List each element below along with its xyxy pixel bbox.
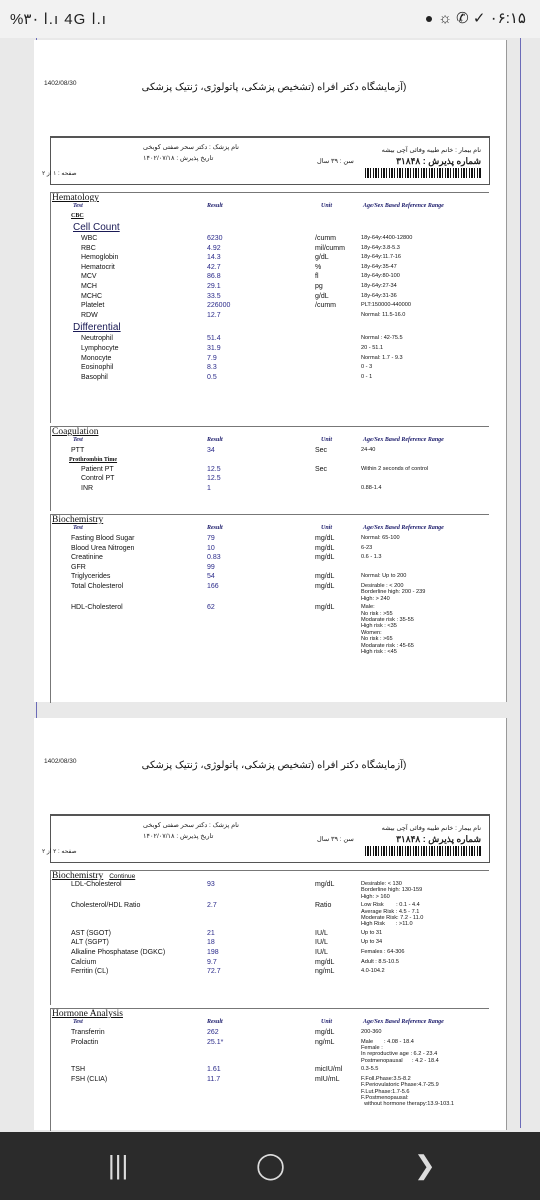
- test-result: 34: [207, 447, 215, 454]
- hormone-section: [50, 1008, 489, 1131]
- test-ref: 0 - 1: [361, 373, 373, 380]
- test-name: Control PT: [81, 475, 115, 483]
- test-ref: 18y-64y:3.8-5.3: [361, 244, 400, 251]
- table-row: [51, 485, 489, 495]
- test-ref: Normal: Up to 200: [361, 573, 407, 580]
- header-ref: Age/Sex Based Reference Range: [363, 437, 444, 443]
- table-row: [51, 312, 489, 322]
- test-unit: mg/dL: [315, 582, 335, 590]
- test-name: Hematocrit: [81, 263, 115, 271]
- cell-count-label: Cell Count: [73, 222, 120, 233]
- table-row: [51, 345, 489, 355]
- prothrombin-label: Prothrombin Time: [69, 456, 118, 463]
- test-ref: 18y-64y:11.7-16: [361, 254, 402, 261]
- biochemistry-continue-section: [50, 870, 489, 1005]
- barcode: [365, 846, 481, 856]
- test-unit: ng/mL: [315, 1038, 335, 1046]
- clock: ۰۶:۱۵: [489, 10, 526, 27]
- test-name: Patient PT: [81, 465, 114, 473]
- test-result: 7.9: [207, 354, 217, 362]
- header-test: Test: [73, 203, 83, 209]
- page-number: صفحه : ۲ از ۲: [42, 849, 77, 855]
- test-name: Eosinophil: [81, 364, 114, 372]
- barcode: [365, 168, 481, 178]
- test-result: 10: [207, 544, 215, 552]
- test-ref: Within 2 seconds of control: [361, 465, 429, 472]
- test-name: Prolactin: [71, 1038, 99, 1046]
- home-button[interactable]: ◯: [256, 1150, 286, 1180]
- header-result: Result: [207, 437, 223, 443]
- test-unit: g/dL: [315, 254, 329, 262]
- test-name: Blood Urea Nitrogen: [71, 544, 135, 552]
- test-ref: Desirable : < 200 Borderline high: 200 - 239 High: > 240: [361, 582, 426, 602]
- test-unit: fl: [315, 273, 319, 281]
- table-row: [51, 968, 489, 978]
- header-result: Result: [207, 1019, 223, 1025]
- test-result: 25.1*: [207, 1038, 224, 1046]
- column-headers: [51, 437, 489, 447]
- test-result: 72.7: [207, 968, 221, 976]
- test-ref: Normal: 1.7 - 9.3: [361, 354, 403, 361]
- doctor-name: نام پزشک : دکتر سحر صفتی کوبخی: [143, 144, 239, 151]
- test-ref: Desirable: < 130 Borderline high: 130-159 High: > 160: [361, 881, 423, 900]
- test-result: 0.83: [207, 554, 221, 562]
- patient-info-box: [50, 136, 490, 185]
- test-ref: 18y-64y:80-100: [361, 273, 400, 280]
- test-result: 14.3: [207, 254, 221, 262]
- table-row: [51, 902, 489, 930]
- test-ref: Male: No risk : >55 Modarate risk : 35-55 High risk : <35 Women: No risk : >65 Modarate risk : 45-65 High risk : <45: [361, 604, 414, 655]
- test-result: 54: [207, 573, 215, 581]
- table-row: [51, 939, 489, 949]
- admission-no: شماره پذیرش : ۳۱۸۴۸: [396, 156, 481, 166]
- section-title: [51, 871, 489, 881]
- test-result: 62: [207, 604, 215, 612]
- test-result: 9.7: [207, 958, 217, 966]
- test-ref: Low Risk : 0.1 - 4.4 Average Risk : 4.5 - 7.1 Moderate Risk: 7.2 - 11.0 High Risk : >11.0: [361, 902, 424, 928]
- test-unit: IU/L: [315, 948, 328, 956]
- test-name: Transferrin: [71, 1029, 105, 1036]
- table-row: [51, 475, 489, 485]
- test-name: MCV: [81, 273, 97, 281]
- test-unit: mg/dL: [315, 881, 335, 888]
- section-title-text: Biochemistry: [52, 871, 104, 881]
- test-result: 198: [207, 948, 219, 956]
- header-unit: Unit: [321, 203, 333, 209]
- test-ref: 0.6 - 1.3: [361, 554, 382, 561]
- test-name: Neutrophil: [81, 335, 113, 343]
- test-unit: mg/dL: [315, 535, 335, 542]
- test-ref: 200-360: [361, 1029, 382, 1035]
- test-ref: 24-40: [361, 447, 376, 453]
- header-unit: Unit: [321, 525, 333, 531]
- test-result: 99: [207, 563, 215, 571]
- admission-date: تاریخ پذیرش : ۱۴۰۲/۰۷/۱۸: [143, 833, 214, 840]
- cbc-label: CBC: [71, 213, 84, 219]
- test-unit: g/dL: [315, 292, 329, 300]
- test-ref: Up to 31: [361, 929, 383, 936]
- test-unit: mIU/mL: [315, 1075, 340, 1083]
- table-row: [51, 959, 489, 969]
- test-ref: F.Foll.Phase:3.5-8.2 F.Periovulatoric Phase:4.7-25.9 F.Lut.Phase:1.7-5.6 F.Postmenopausal: without hormone therapy:13.9-103.1: [361, 1075, 454, 1108]
- test-unit: Sec: [315, 465, 328, 473]
- test-name: Total Cholesterol: [71, 582, 124, 590]
- status-left: %۳۰ ⅼ.ı 4G ⅼ.ı: [10, 11, 107, 28]
- table-row: [51, 447, 489, 457]
- table-row: [51, 364, 489, 374]
- hematology-section: [50, 192, 489, 423]
- patient-age: سن : ۳۹ سال: [317, 158, 354, 165]
- test-result: 12.7: [207, 311, 221, 319]
- test-unit: pg: [315, 282, 323, 290]
- test-name: Alkaline Phosphatase (DGKC): [71, 948, 166, 956]
- test-unit: mil/cumm: [315, 244, 345, 252]
- differential-rows: [51, 335, 489, 383]
- continue-label: Continue: [109, 873, 136, 880]
- test-unit: /cumm: [315, 302, 336, 310]
- header-result: Result: [207, 525, 223, 531]
- test-ref: 0 - 3: [361, 364, 373, 371]
- report-page-1: [34, 40, 507, 702]
- table-row: [51, 302, 489, 312]
- page-number: صفحه : ۱ از ۲: [42, 171, 77, 177]
- test-result: 11.7: [207, 1075, 221, 1083]
- test-unit: IU/L: [315, 929, 328, 937]
- report-date: 1402/08/30: [44, 758, 77, 765]
- test-name: RDW: [81, 311, 98, 319]
- test-result: 51.4: [207, 335, 221, 343]
- test-unit: mg/dL: [315, 573, 335, 581]
- test-result: 1: [207, 484, 211, 492]
- biochemistry-section: [50, 514, 489, 703]
- test-unit: micIU/ml: [315, 1066, 343, 1074]
- test-ref: Females : 64-306: [361, 948, 405, 955]
- test-ref: 6-23: [361, 544, 373, 551]
- test-result: 1.61: [207, 1066, 221, 1074]
- header-unit: Unit: [321, 1019, 333, 1025]
- test-name: RBC: [81, 244, 96, 252]
- test-name: MCH: [81, 282, 97, 290]
- lab-title: (آزمایشگاه دکتر افراه (تشخیص پزشکی، پاتولوژی، ژنتیک پزشکی: [141, 760, 407, 771]
- test-name: Triglycerides: [71, 573, 111, 581]
- table-row: [51, 1066, 489, 1076]
- hematology-rows: [51, 235, 489, 321]
- test-result: 79: [207, 535, 215, 542]
- test-unit: Sec: [315, 447, 328, 454]
- column-headers: [51, 525, 489, 535]
- test-unit: Ratio: [315, 902, 332, 910]
- test-unit: mg/dL: [315, 554, 335, 562]
- hormone-rows: [51, 1029, 489, 1110]
- table-row: [51, 535, 489, 545]
- test-result: 21: [207, 929, 215, 937]
- table-row: [51, 245, 489, 255]
- admission-no: شماره پذیرش : ۳۱۸۴۸: [396, 834, 481, 844]
- test-name: WBC: [81, 235, 98, 242]
- report-page-2: [34, 718, 507, 1130]
- test-ref: 18y-64y:27-34: [361, 282, 397, 289]
- test-ref: Up to 34: [361, 939, 383, 946]
- test-name: PTT: [71, 447, 85, 454]
- differential-label: Differential: [73, 322, 121, 334]
- test-result: 262: [207, 1029, 219, 1036]
- header-ref: Age/Sex Based Reference Range: [363, 203, 444, 209]
- test-name: Basophil: [81, 373, 108, 381]
- test-result: 12.5: [207, 475, 221, 483]
- test-name: INR: [81, 484, 94, 492]
- table-row: [51, 1076, 489, 1110]
- table-row: [51, 466, 489, 476]
- back-button[interactable]: ❯: [414, 1150, 436, 1180]
- test-name: Monocyte: [81, 354, 112, 362]
- table-row: [51, 545, 489, 555]
- recents-button[interactable]: |||: [108, 1150, 129, 1180]
- header-test: Test: [73, 437, 83, 443]
- test-result: 29.1: [207, 282, 221, 290]
- test-result: 8.3: [207, 364, 217, 372]
- coagulation-rows: [51, 466, 489, 495]
- table-row: [51, 930, 489, 940]
- header-unit: Unit: [321, 437, 333, 443]
- test-name: HDL-Cholesterol: [71, 604, 123, 612]
- test-name: Hemoglobin: [81, 254, 119, 262]
- biochemistry-rows: [51, 881, 489, 978]
- table-row: [51, 293, 489, 303]
- doctor-name: نام پزشک : دکتر سحر صفتی کوبخی: [143, 822, 239, 829]
- test-unit: ng/mL: [315, 968, 335, 976]
- test-result: 31.9: [207, 344, 221, 352]
- test-ref: Adult : 8.5-10.5: [361, 958, 399, 965]
- test-name: TSH: [71, 1066, 85, 1074]
- table-row: [51, 573, 489, 583]
- table-row: [51, 1039, 489, 1067]
- table-row: [51, 264, 489, 274]
- report-date: 1402/08/30: [44, 80, 77, 87]
- table-row: [51, 335, 489, 345]
- test-name: ALT (SGPT): [71, 939, 109, 947]
- test-ref: Male : 4.08 - 18.4 Female : In reproductive age : 6.2 - 23.4 Postmenopausal : 4.2 - 18.4: [361, 1038, 439, 1064]
- test-ref: 18y-64y:35-47: [361, 263, 397, 270]
- test-result: 166: [207, 582, 219, 590]
- table-row: [51, 881, 489, 902]
- biochemistry-rows: [51, 535, 489, 657]
- test-result: 226000: [207, 302, 231, 310]
- test-result: 93: [207, 881, 215, 888]
- header-test: Test: [73, 525, 83, 531]
- test-unit: mg/dL: [315, 544, 335, 552]
- column-headers: [51, 1019, 489, 1029]
- table-row: [51, 949, 489, 959]
- test-unit: mg/dL: [315, 1029, 335, 1036]
- test-result: 4.92: [207, 244, 221, 252]
- test-name: LDL-Cholesterol: [71, 881, 122, 888]
- table-row: [51, 283, 489, 293]
- column-headers: [51, 203, 489, 213]
- test-ref: PLT:150000-440000: [361, 302, 411, 309]
- test-ref: 0.3-5.5: [361, 1066, 379, 1073]
- section-title: Hormone Analysis: [52, 1009, 123, 1019]
- test-name: AST (SGOT): [71, 929, 111, 937]
- test-ref: 0.88-1.4: [361, 484, 382, 491]
- patient-age: سن : ۳۹ سال: [317, 836, 354, 843]
- test-result: 33.5: [207, 292, 221, 300]
- test-result: 18: [207, 939, 215, 947]
- table-row: [51, 554, 489, 564]
- lab-title: (آزمایشگاه دکتر افراه (تشخیص پزشکی، پاتولوژی، ژنتیک پزشکی: [141, 82, 407, 93]
- test-unit: IU/L: [315, 939, 328, 947]
- test-ref: 4.0-104.2: [361, 968, 385, 975]
- test-name: Cholesterol/HDL Ratio: [71, 902, 141, 910]
- test-result: 42.7: [207, 263, 221, 271]
- test-name: Platelet: [81, 302, 105, 310]
- test-name: Calcium: [71, 958, 97, 966]
- test-ref: Normal: 65-100: [361, 535, 400, 541]
- table-row: [51, 1029, 489, 1039]
- table-row: [51, 604, 489, 657]
- table-row: [51, 564, 489, 574]
- test-result: 0.5: [207, 373, 217, 381]
- header-ref: Age/Sex Based Reference Range: [363, 525, 444, 531]
- test-result: 12.5: [207, 465, 221, 473]
- admission-date: تاریخ پذیرش : ۱۴۰۲/۰۷/۱۸: [143, 155, 214, 162]
- test-name: GFR: [71, 563, 86, 571]
- patient-info-box: [50, 814, 490, 863]
- patient-name: نام بیمار : خانم طیبه وفائی آچی بیشه: [381, 147, 481, 154]
- notification-dot-icon: [426, 16, 432, 22]
- header-ref: Age/Sex Based Reference Range: [363, 1019, 444, 1025]
- test-ref: Normal: 11.5-16.0: [361, 311, 406, 318]
- header-test: Test: [73, 1019, 83, 1025]
- test-ref: 20 - 51.1: [361, 344, 384, 351]
- section-title: Hematology: [52, 193, 99, 203]
- page-edge-line: [520, 38, 521, 1128]
- test-name: Creatinine: [71, 554, 103, 562]
- table-row: [51, 254, 489, 264]
- test-name: MCHC: [81, 292, 102, 300]
- header-result: Result: [207, 203, 223, 209]
- test-ref: Normal : 42-75.5: [361, 335, 403, 342]
- navigation-bar: [0, 1132, 540, 1200]
- test-unit: %: [315, 263, 322, 271]
- test-name: Fasting Blood Sugar: [71, 535, 135, 542]
- table-row: [51, 355, 489, 365]
- coagulation-section: [50, 426, 489, 511]
- test-result: 2.7: [207, 902, 217, 910]
- test-ref: 18y-64y:4400-12800: [361, 235, 413, 241]
- test-unit: mg/dL: [315, 958, 335, 966]
- table-row: [51, 583, 489, 604]
- test-unit: /cumm: [315, 235, 336, 242]
- test-unit: mg/dL: [315, 604, 335, 612]
- status-bar: [0, 0, 540, 38]
- section-title: Biochemistry: [52, 515, 104, 525]
- table-row: [51, 374, 489, 384]
- status-right: ☼ ✆ ✓ ۰۶:۱۵: [426, 9, 526, 27]
- test-name: Ferritin (CL): [71, 968, 109, 976]
- patient-name: نام بیمار : خانم طیبه وفائی آچی بیشه: [381, 825, 481, 832]
- table-row: [51, 273, 489, 283]
- table-row: [51, 235, 489, 245]
- section-title: Coagulation: [52, 427, 99, 437]
- test-name: Lymphocyte: [81, 344, 119, 352]
- test-result: 86.8: [207, 273, 221, 281]
- test-ref: 18y-64y:31-36: [361, 292, 397, 299]
- test-result: 6230: [207, 235, 223, 242]
- test-name: FSH (CLIA): [71, 1075, 108, 1083]
